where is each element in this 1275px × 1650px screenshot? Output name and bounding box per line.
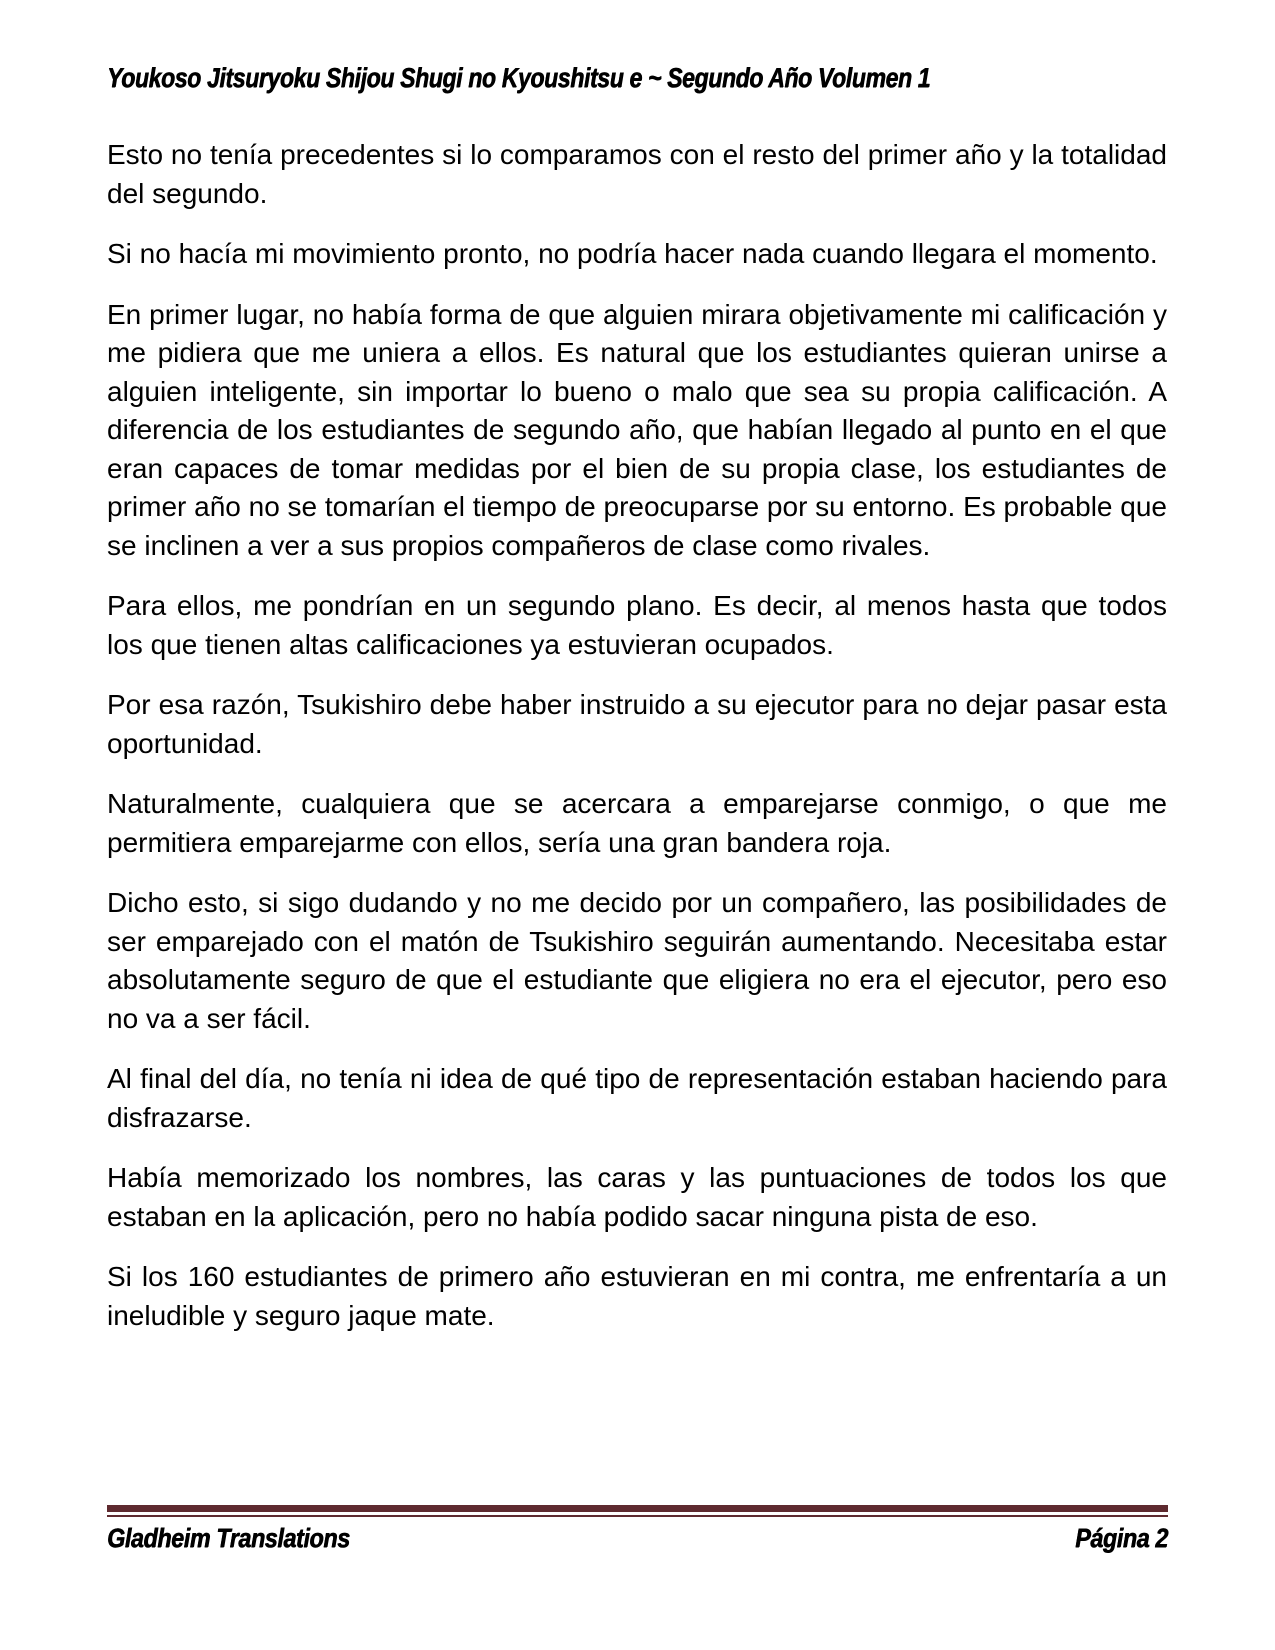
paragraph: Si no hacía mi movimiento pronto, no podría hacer nada cuando llegara el momento.: [107, 238, 1158, 269]
footer-page-number: Página 2: [1075, 1523, 1168, 1553]
paragraph: Si los 160 estudiantes de primero año estuvieran en mi contra, me enfrentaría a un ineludible y seguro jaque mate.: [107, 1261, 1167, 1331]
footer-rule-thick: [107, 1505, 1168, 1512]
page-body: [107, 136, 1167, 1335]
page-footer: [107, 1505, 1168, 1554]
paragraph: Esto no tenía precedentes si lo comparamos con el resto del primer año y la totalidad del segundo.: [107, 139, 1167, 209]
paragraph: Naturalmente, cualquiera que se acercara a emparejarse conmigo, o que me permitiera emparejarme con ellos, sería una gran bandera roja.: [107, 788, 1167, 858]
paragraph: Para ellos, me pondrían en un segundo plano. Es decir, al menos hasta que todos los que tienen altas calificaciones ya estuvieran ocupados.: [107, 590, 1167, 660]
paragraph: Dicho esto, si sigo dudando y no me decido por un compañero, las posibilidades de ser emparejado con el matón de Tsukishiro seguirán aumentando. Necesitaba estar absolutamente seguro de que el estudiante que eligiera no era el ejecutor, pero eso no va a ser fácil.: [107, 887, 1167, 1034]
paragraph: Al final del día, no tenía ni idea de qué tipo de representación estaban haciendo para disfrazarse.: [107, 1063, 1167, 1133]
paragraph: En primer lugar, no había forma de que alguien mirara objetivamente mi calificación y me pidiera que me uniera a ellos. Es natural que los estudiantes quieran unirse a alguien inteligente, sin importar lo bueno o malo que sea su propia calificación. A diferencia de los estudiantes de segundo año, que habían llegado al punto en el que eran capaces de tomar medidas por el bien de su propia clase, los estudiantes de primer año no se tomarían el tiempo de preocuparse por su entorno. Es probable que se inclinen a ver a sus propios compañeros de clase como rivales.: [107, 298, 1167, 561]
paragraph: Había memorizado los nombres, las caras y las puntuaciones de todos los que estaban en la aplicación, pero no había podido sacar ninguna pista de eso.: [107, 1162, 1167, 1232]
footer-translator-credit: Gladheim Translations: [107, 1523, 350, 1553]
page-header: [107, 62, 1167, 94]
document-title: Youkoso Jitsuryoku Shijou Shugi no Kyoushitsu e ~ Segundo Año Volumen 1: [107, 62, 931, 93]
footer-text-row: [107, 1523, 1168, 1554]
footer-rule-thin: [107, 1515, 1168, 1517]
paragraph: Por esa razón, Tsukishiro debe haber instruido a su ejecutor para no dejar pasar esta oportunidad.: [107, 689, 1167, 759]
